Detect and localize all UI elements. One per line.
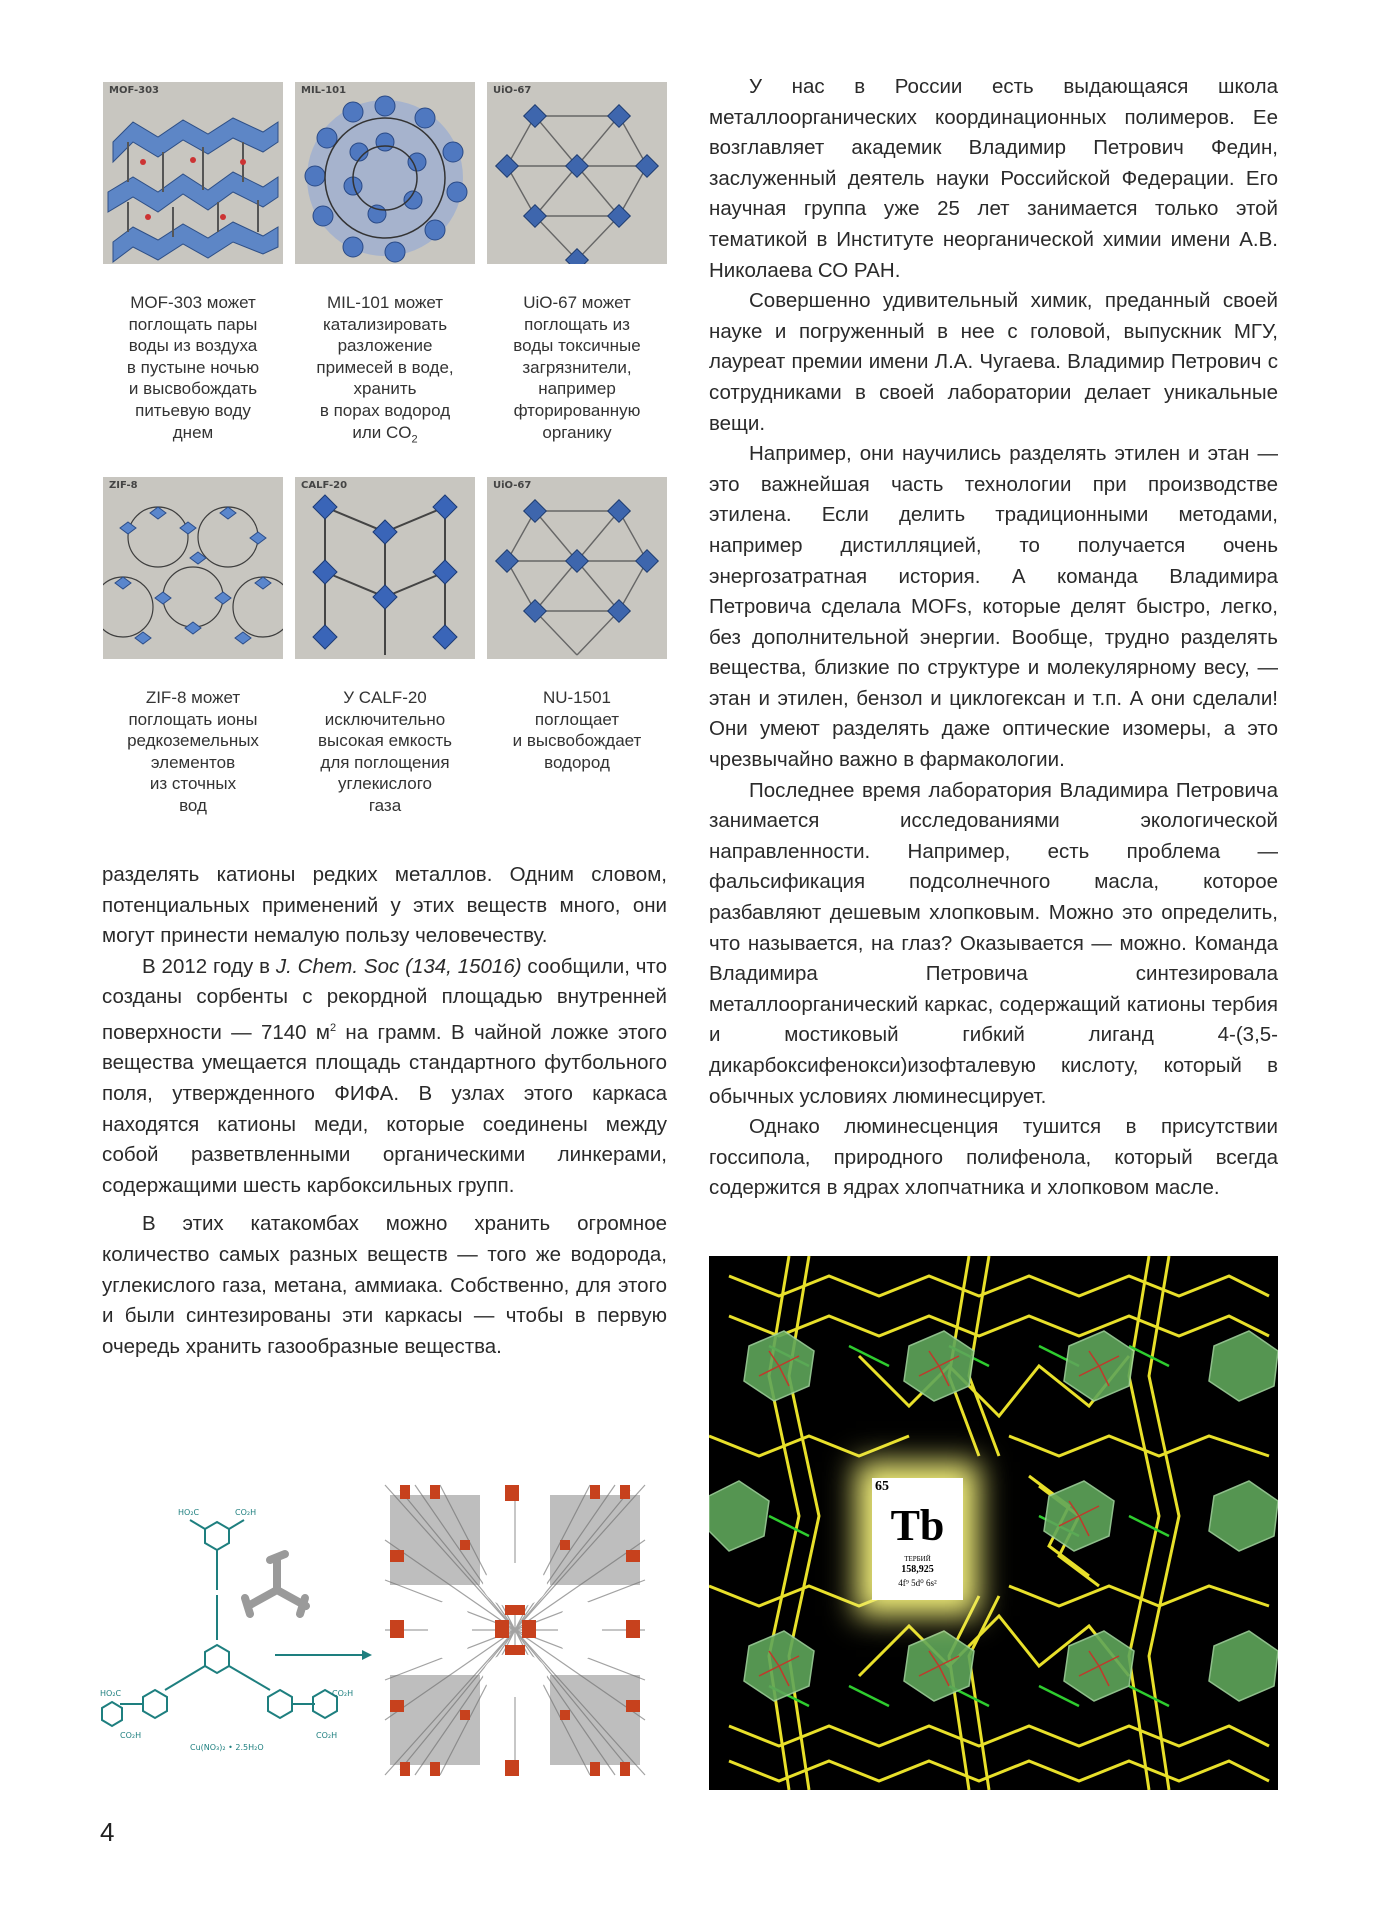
calf-20-image — [295, 477, 475, 659]
mof-tag: MIL-101 — [301, 85, 347, 96]
caption-uio-67: UiO-67 может поглощать из воды токсичные загрязнители, например фторированную органику — [513, 293, 641, 442]
caption-zif-8: ZIF-8 может поглощать ионы редкоземельных элементов из сточных вод — [127, 688, 259, 815]
chem-label: CO₂H — [235, 1508, 257, 1517]
paragraph: В этих катакомбах можно хранить огромное количество самых разных веществ — того же водорода, углекислого газа, метана, аммиака. Собственно, для этого и были синтезированы эти каркасы — чтобы в первую очередь хранить газообразные вещества. — [102, 1212, 667, 1358]
chem-label: CO₂H — [316, 1731, 338, 1740]
mil-101-image — [295, 82, 475, 264]
chem-label: Cu(NO₃)₂ • 2.5H₂O — [190, 1743, 264, 1752]
atomic-number: 65 — [875, 1479, 889, 1494]
chem-label: HO₂C — [100, 1689, 122, 1698]
paragraph: В 2012 году в J. Chem. Soc (134, 15016) сообщили, что созданы сорбенты с рекордной площадью внутренней поверхности — 7140 $м^2$ на грамм. В чайной ложке этого вещества умещается площадь стандартного футбольного поля, утвержденного ФИФА. В узлах этого каркаса находятся катионы меди, которые соединены между собой разветвленными органическими линкерами, содержащими шесть карбоксильных групп. — [102, 954, 667, 1197]
uio-67-image — [487, 82, 667, 264]
mof-tag: ZIF-8 — [109, 480, 138, 491]
element-name: ТЕРБИЙ — [904, 1555, 931, 1563]
mof-tag: MOF-303 — [109, 85, 159, 96]
terbium-mof-figure — [709, 1256, 1278, 1790]
paragraph: Последнее время лаборатория Владимира Петровича занимается исследованиями экологической направленности. Например, есть проблема — фальсификация подсолнечного масла, которое разбавляют дешевым хлопковым. Можно это определить, что называется, на глаз? Оказывается — можно. Команда Владимира Петровича синтезировала металлоорганический каркас, содержащий катионы тербия и мостиковый гибкий лиганд 4-(3,5-дикарбоксифенокси)изофталевую кислоту, который в обычных условиях люминесцирует. — [709, 778, 1278, 1108]
chem-label: HO₂C — [178, 1508, 200, 1517]
zif-8-image — [103, 477, 283, 659]
terbium-element-card — [872, 1478, 963, 1600]
right-column-text — [709, 72, 1278, 1204]
atomic-mass: 158,925 — [901, 1564, 934, 1575]
page-number: 4 — [100, 1817, 115, 1847]
mof-303-image — [103, 82, 283, 264]
mof-tag: UiO-67 — [493, 85, 532, 96]
element-symbol: Tb — [890, 1501, 945, 1550]
chem-label: CO₂H — [120, 1731, 142, 1740]
paragraph: Например, они научились разделять этилен и этан — это важнейшая часть технологии при производстве этилена. Если делить традиционными методами, например дистилляцией, то получается очень энергозатратная история. А команда Владимира Петровича сделала MOFs, которые делят быстро, легко, без дополнительной энергии. Вообще, трудно разделять вещества, близкие по структуре и молекулярному весу, — этан и этилен, бензол и циклогексан и т.п. А они сделали! Они умеют разделять даже оптические изомеры, а это чрезвычайно важно в фармакологии. — [709, 442, 1278, 772]
chem-label: CO₂H — [332, 1689, 354, 1698]
caption-nu-1501: NU-1501 поглощает и высвобождает водород — [512, 688, 642, 772]
left-column-text — [102, 860, 667, 1362]
paragraph: Однако люминесценция тушится в присутствии госсипола, природного полифенола, который всегда содержится в ядрах хлопчатника и хлопковом масле. — [709, 1115, 1278, 1200]
paragraph: разделять катионы редких металлов. Одним словом, потенциальных применений у этих веществ много, они могут принести немалую пользу человечеству. — [102, 863, 667, 948]
nu-1501-image — [487, 477, 667, 659]
caption-mof-303: MOF-303 может поглощать пары воды из воздуха в пустыне ночью и высвобождать питьевую воду днем — [126, 293, 260, 442]
electron-config: 4f⁹ 5d⁰ 6s² — [898, 1578, 937, 1588]
paragraph: У нас в России есть выдающаяся школа металлоорганических координационных полимеров. Ее возглавляет академик Владимир Петрович Федин, заслуженный деятель науки Российской Федерации. Его научная группа уже 25 лет занимается только этой тематикой в Институте неорганической химии имени А.В. Николаева СО РАН. — [709, 75, 1278, 282]
caption-calf-20: У CALF-20 исключительно высокая емкость для поглощения углекислого газа — [318, 688, 452, 815]
caption-mil-101: MIL-101 может катализировать разложение примесей в воде, хранить в порах водород или $CO_2$ — [316, 293, 454, 445]
mof-tag: UiO-67 — [493, 480, 532, 491]
hexacarboxylate-linker-figure — [100, 1480, 670, 1780]
paragraph: Совершенно удивительный химик, преданный своей науке и погруженный в нее с головой, выпускник МГУ, лауреат премии имени Л.А. Чугаева. Владимир Петрович с сотрудниками в своей лаборатории делает уникальные вещи. — [709, 289, 1278, 435]
mof-tag: CALF-20 — [301, 480, 348, 491]
